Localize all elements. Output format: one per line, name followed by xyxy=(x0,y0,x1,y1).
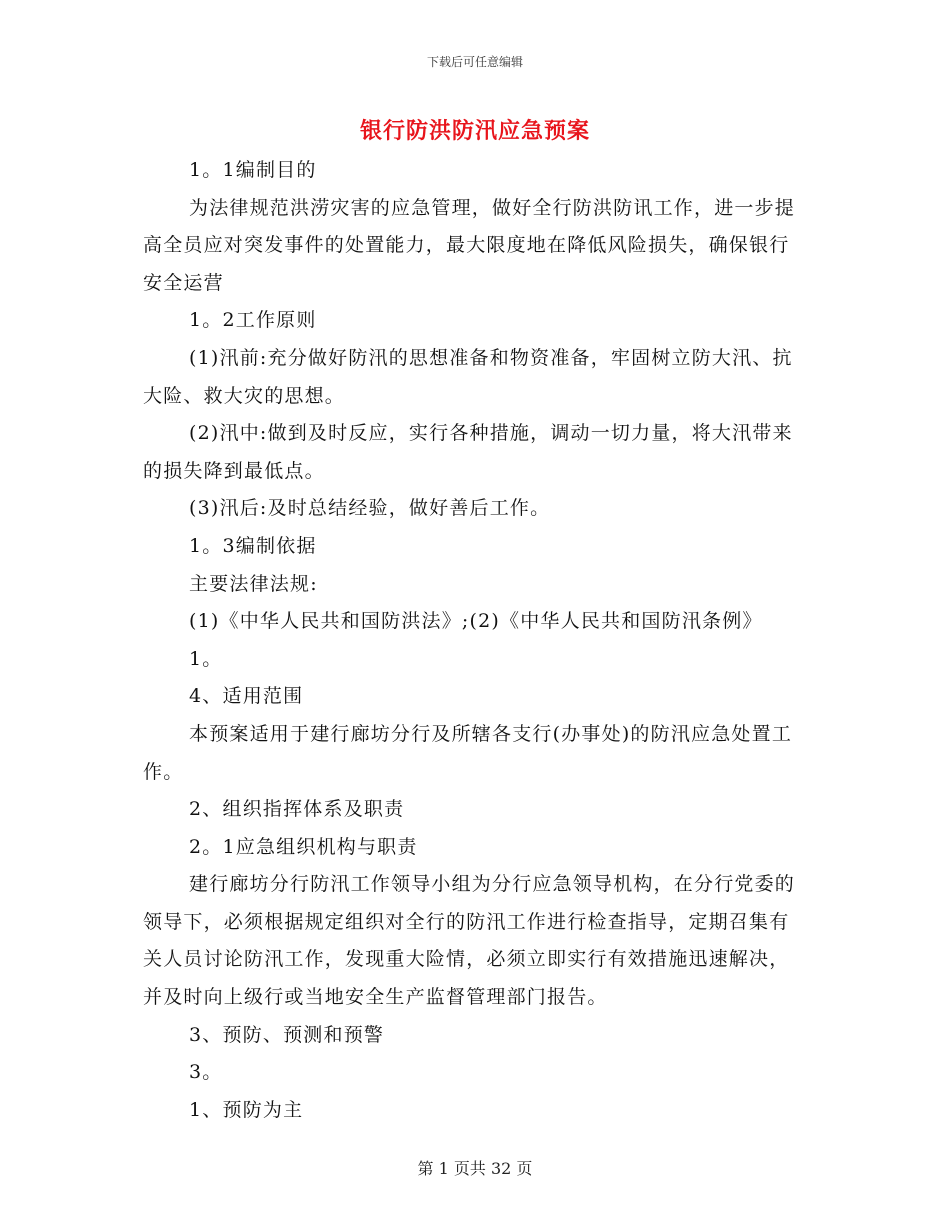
paragraph-6: (3)汛后:及时总结经验，做好善后工作。 xyxy=(189,497,551,520)
paragraph-16: 3、预防、预测和预警 xyxy=(189,1023,385,1046)
paragraph-13: 2、组织指挥体系及职责 xyxy=(189,798,405,821)
document-body xyxy=(143,152,803,1129)
paragraph-1: 1。1编制目的 xyxy=(189,159,317,181)
paragraph-5: (2)汛中:做到及时反应，实行各种措施，调动一切力量，将大汛带来的损失降到最低点。 xyxy=(143,422,793,482)
paragraph-11: 4、适用范围 xyxy=(189,685,304,708)
paragraph-2: 为法律规范洪涝灾害的应急管理，做好全行防洪防讯工作，进一步提高全员应对突发事件的处置能力，最大限度地在降低风险损失，确保银行安全运营 xyxy=(143,196,796,294)
paragraph-3: 1。2工作原则 xyxy=(189,309,317,332)
paragraph-14: 2。1应急组织机构与职责 xyxy=(189,835,418,858)
page-footer: 第 1 页共 32 页 xyxy=(417,1159,533,1178)
paragraph-15: 建行廊坊分行防汛工作领导小组为分行应急领导机构，在分行党委的领导下，必须根据规定组织对全行的防汛工作进行检查指导，定期召集有关人员讨论防汛工作，发现重大险情，必须立即实行有效措施迅速解决，并及时向上级行或当地安全生产监督管理部门报告。 xyxy=(143,873,796,1009)
document-title: 银行防洪防汛应急预案 xyxy=(359,118,590,144)
paragraph-18: 1、预防为主 xyxy=(189,1098,304,1121)
paragraph-7: 1。3编制依据 xyxy=(189,534,317,557)
paragraph-8: 主要法律法规: xyxy=(189,572,318,595)
paragraph-12: 本预案适用于建行廊坊分行及所辖各支行(办事处)的防汛应急处置工作。 xyxy=(143,722,793,783)
paragraph-4: (1)汛前:充分做好防汛的思想准备和物资准备，牢固树立防大汛、抗大险、救大灾的思想。 xyxy=(143,346,793,407)
paragraph-9: (1)《中华人民共和国防洪法》;(2)《中华人民共和国防汛条例》 xyxy=(189,610,763,633)
paragraph-10: 1。 xyxy=(189,647,223,670)
paragraph-17: 3。 xyxy=(189,1061,223,1084)
page-header: 下载后可任意编辑 xyxy=(426,55,523,69)
